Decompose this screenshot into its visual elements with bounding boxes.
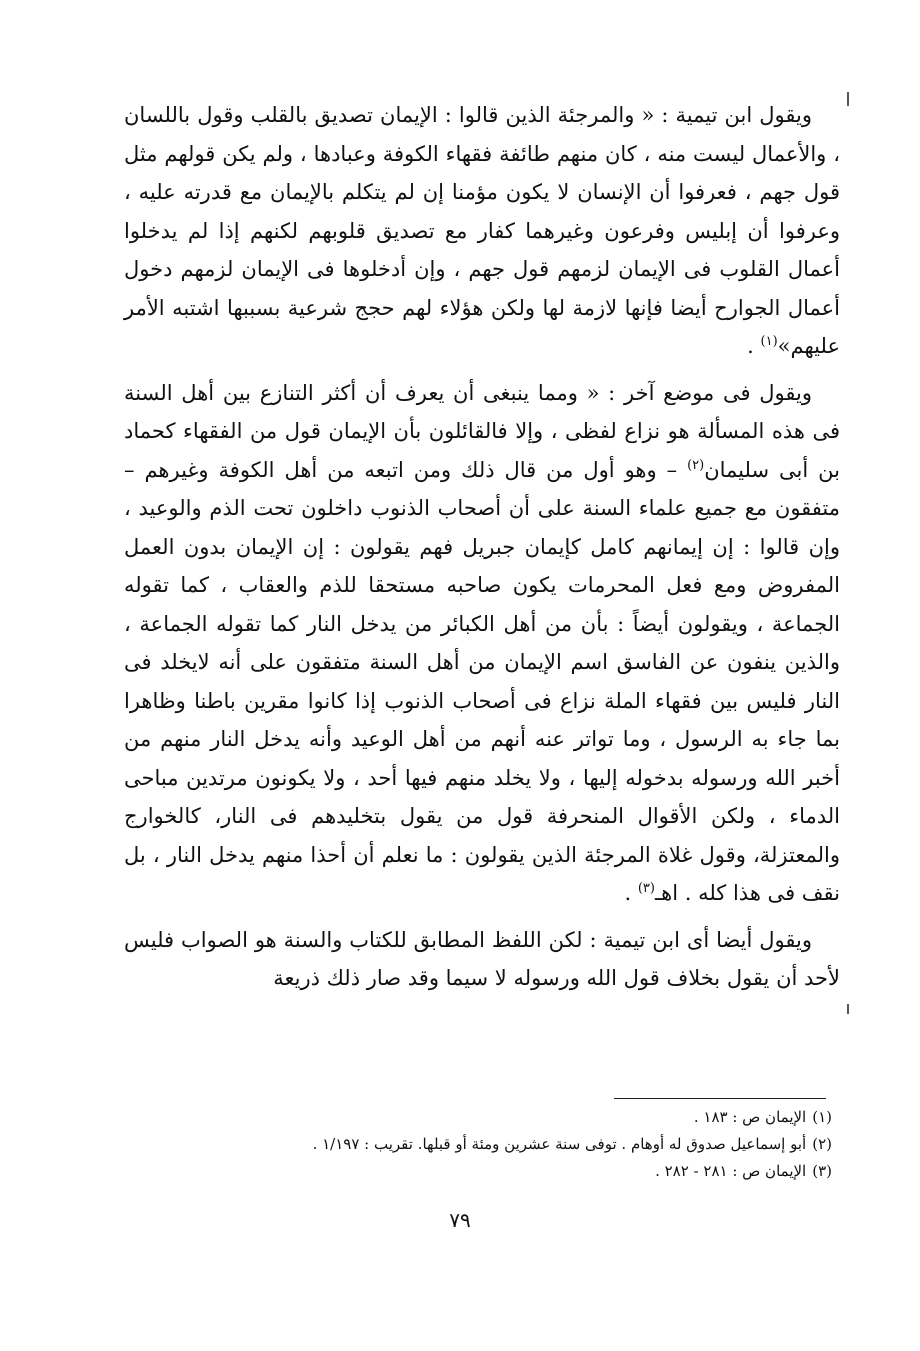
- footnote-number: (٢): [812, 1135, 832, 1153]
- footnote-text: أبو إسماعيل صدوق له أوهام . توفى سنة عشرين ومئة أو قبلها. تقريب : ١/١٩٧ .: [312, 1135, 807, 1153]
- paragraph-3-text: ويقول أيضا أى ابن تيمية : لكن اللفظ المطابق للكتاب والسنة هو الصواب فليس لأحد أن يقول بخلاف قول الله ورسوله لا سيما وقد صار ذلك ذريعة: [124, 927, 840, 990]
- margin-mark: [847, 1004, 849, 1014]
- paragraph-1: [124, 96, 840, 366]
- margin-mark: [847, 92, 849, 106]
- page-number: ٧٩: [449, 1208, 471, 1232]
- footnotes: [180, 1104, 832, 1185]
- footnote-3: [180, 1158, 832, 1185]
- footnote-1: [180, 1104, 832, 1131]
- paragraph-1-text: ويقول ابن تيمية : « والمرجئة الذين قالوا : الإيمان تصديق بالقلب وقول باللسان ، والأعمال ليست منه ، كان منهم طائفة فقهاء الكوفة وعبادها ، ولم يكن قولهم مثل قول جهم ، فعرفوا أن الإنسان لا يكون مؤمنا إن لم يتكلم بالإيمان مع قدرته عليه ، وعرفوا أن إبليس وفرعون وغيرهما كفار مع تصديق قلوبهم لكنهم إذا لم يدخلوا أعمال القلوب فى الإيمان لزمهم قول جهم ، وإن أدخلوها فى الإيمان لزمهم دخول أعمال الجوارح أيضا فإنها لازمة لها ولكن هؤلاء لهم حجج شرعية بسببها اشتبه الأمر عليهم»: [124, 103, 840, 358]
- paragraph-2: [124, 374, 840, 913]
- paragraph-3: [124, 921, 840, 998]
- footnote-ref-3: (٣): [637, 881, 655, 896]
- paragraph-2-end: .: [624, 881, 638, 905]
- footnote-number: (٣): [812, 1162, 832, 1180]
- footnote-number: (١): [812, 1108, 832, 1126]
- footnote-2: [180, 1131, 832, 1158]
- footnote-ref-1: (١): [760, 334, 778, 349]
- footnote-separator: [614, 1098, 826, 1099]
- paragraph-1-end: .: [747, 334, 761, 358]
- footnote-text: الإيمان ص : ١٨٣ .: [693, 1108, 807, 1126]
- footnote-text: الإيمان ص : ٢٨١ - ٢٨٢ .: [655, 1162, 807, 1180]
- paragraph-2-continuation: – وهو أول من قال ذلك ومن اتبعه من أهل الكوفة وغيرهم – متفقون مع جميع علماء السنة على أن أصحاب الذنوب داخلون تحت الذم والوعيد ، وإن قالوا : إن إيمانهم كامل كإيمان جبريل فهم يقولون : إن الإيمان بدون العمل المفروض ومع فعل المحرمات يكون صاحبه مستحقا للذم والعقاب ، كما تقوله الجماعة ، ويقولون أيضاً : بأن من أهل الكبائر من يدخل النار كما تقوله الجماعة ، والذين ينفون عن الفاسق اسم الإيمان من أهل السنة متفقون على أنه لايخلد فى النار فليس بين فقهاء الملة نزاع فى أصحاب الذنوب إذا كانوا مقرين باطنا وظاهرا بما جاء به الرسول ، وما تواتر عنه أنهم من أهل الوعيد وأنه يدخل النار منهم من أخبر الله ورسوله بدخوله إليها ، ولا يخلد منهم فيها أحد ، ولا يكونون مرتدين مباحى الدماء ، ولكن الأقوال المنحرفة قول من يقول بتخليدهم فى النار، كالخوارج والمعتزلة، وقول غلاة المرجئة الذين يقولون : ما نعلم أن أحذا منهم يدخل النار ، بل نقف فى هذا كله . اهـ: [124, 457, 840, 905]
- footnote-ref-2: (٢): [687, 457, 705, 473]
- body-text: [124, 96, 840, 1006]
- paragraph-2-text: ويقول فى موضع آخر : « ومما ينبغى أن يعرف أن أكثر التنازع بين أهل السنة فى هذه المسألة هو نزاع لفظى ، وإلا فالقائلون بأن الإيمان قول من الفقهاء كحماد بن أبى سليمان: [124, 380, 840, 482]
